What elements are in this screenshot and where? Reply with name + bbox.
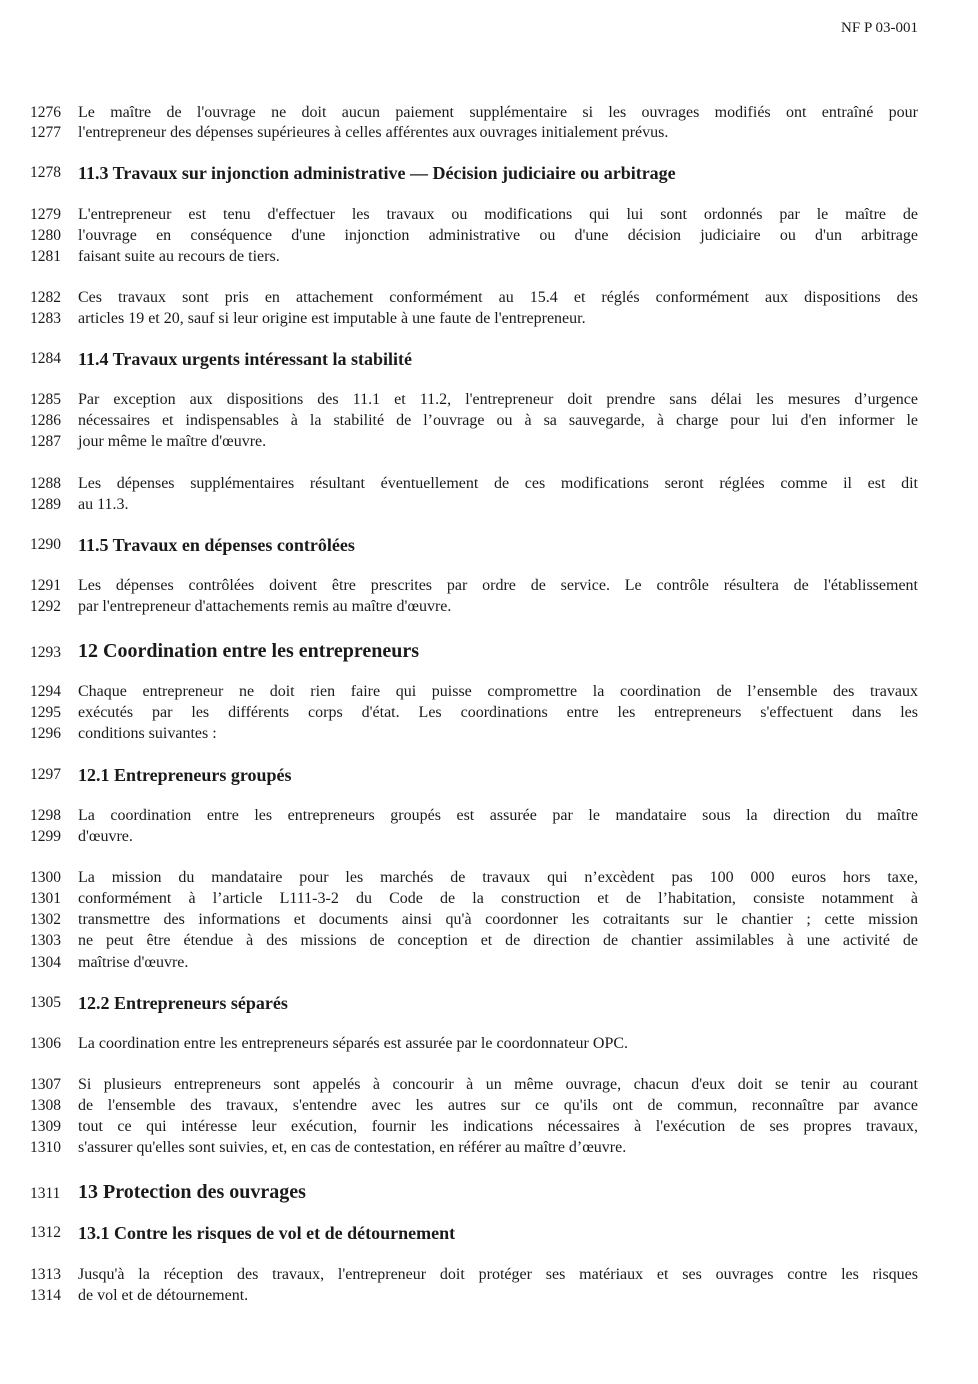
text-line [30, 702, 918, 724]
line-number: 1290 [30, 536, 61, 553]
line-text: transmettre des informations et documents ainsi qu'à coordonner les cotraitants sur le chantier ; cette mission [78, 911, 918, 928]
line-text: Si plusieurs entrepreneurs sont appelés à concourir à un même ouvrage, chacun d'eux doit se tenir au courant [78, 1076, 918, 1093]
line-number: 1304 [30, 954, 61, 971]
heading-text: 11.5 Travaux en dépenses contrôlées [78, 535, 355, 555]
line-number: 1283 [30, 310, 61, 327]
line-text: jour même le maître d'œuvre. [78, 433, 267, 450]
line-number: 1313 [30, 1266, 61, 1283]
line-text: Jusqu'à la réception des travaux, l'entrepreneur doit protéger ses matériaux et ses ouvrages contre les risques [78, 1266, 918, 1283]
line-text: faisant suite au recours de tiers. [78, 248, 280, 265]
line-number: 1296 [30, 725, 61, 742]
line-text: La coordination entre les entrepreneurs groupés est assurée par le mandataire sous la direction du maître [78, 807, 918, 824]
line-number: 1301 [30, 890, 61, 907]
text-line [30, 431, 918, 453]
line-text: au 11.3. [78, 496, 129, 513]
line-number: 1291 [30, 577, 61, 594]
text-line [30, 246, 918, 268]
heading-text: 12.2 Entrepreneurs séparés [78, 993, 288, 1013]
line-number: 1281 [30, 248, 61, 265]
heading-text: 11.4 Travaux urgents intéressant la stabilité [78, 349, 413, 369]
line-text: ne peut être étendue à des missions de conception et de direction de chantier assimilables à une activité de [78, 932, 918, 949]
section-heading [30, 1181, 918, 1203]
text-line [30, 596, 918, 618]
line-number: 1306 [30, 1035, 61, 1052]
line-text: Chaque entrepreneur ne doit rien faire qui puisse compromettre la coordination de l’ensemble des travaux [78, 683, 918, 700]
line-text: de l'ensemble des travaux, s'entendre avec les autres sur ce qu'ils ont de commun, reconnaître par avance [78, 1097, 918, 1114]
text-line [30, 1074, 918, 1096]
line-number: 1299 [30, 828, 61, 845]
line-text: La coordination entre les entrepreneurs séparés est assurée par le coordonnateur OPC. [78, 1035, 629, 1052]
line-number: 1293 [30, 644, 61, 661]
line-text: articles 19 et 20, sauf si leur origine est imputable à une faute de l'entrepreneur. [78, 310, 586, 327]
line-number: 1310 [30, 1139, 61, 1156]
text-line [30, 308, 918, 330]
line-text: nécessaires et indispensables à la stabilité de l’ouvrage ou à sa sauvegarde, à charge pour lui d'en informer le [78, 412, 918, 429]
text-line [30, 1116, 918, 1138]
heading-text: 12 Coordination entre les entrepreneurs [78, 640, 420, 662]
line-number: 1307 [30, 1076, 61, 1093]
section-heading [30, 992, 918, 1014]
line-text: La mission du mandataire pour les marchés de travaux qui n’excèdent pas 100 000 euros hors taxe, [78, 869, 918, 886]
line-number: 1288 [30, 475, 61, 492]
line-number: 1276 [30, 104, 61, 121]
line-number: 1311 [30, 1185, 61, 1202]
line-number: 1314 [30, 1287, 61, 1304]
line-text: Par exception aux dispositions des 11.1 et 11.2, l'entrepreneur doit prendre sans délai les mesures d’urgence [78, 391, 918, 408]
line-number: 1305 [30, 994, 61, 1011]
line-text: l'ouvrage en conséquence d'une injonction administrative ou d'une décision judiciaire ou d'un arbitrage [78, 227, 918, 244]
text-line [30, 930, 918, 952]
text-line [30, 1095, 918, 1117]
text-line [30, 1033, 918, 1055]
heading-text: 12.1 Entrepreneurs groupés [78, 765, 292, 785]
text-line [30, 494, 918, 516]
text-line [30, 723, 918, 745]
line-text: tout ce qui intéresse leur exécution, fournir les indications nécessaires à l'exécution de ses propres travaux, [78, 1118, 918, 1135]
text-line [30, 473, 918, 495]
section-heading [30, 348, 918, 370]
line-number: 1312 [30, 1224, 61, 1241]
line-number: 1309 [30, 1118, 61, 1135]
text-line [30, 410, 918, 432]
text-line [30, 952, 918, 974]
line-text: Ces travaux sont pris en attachement conformément au 15.4 et réglés conformément aux dispositions des [78, 289, 918, 306]
line-number: 1278 [30, 164, 61, 181]
line-text: Le maître de l'ouvrage ne doit aucun paiement supplémentaire si les ouvrages modifiés ont entraîné pour [78, 104, 918, 121]
text-line [30, 867, 918, 889]
line-number: 1308 [30, 1097, 61, 1114]
text-line [30, 389, 918, 411]
line-number: 1294 [30, 683, 61, 700]
line-number: 1302 [30, 911, 61, 928]
line-number: 1300 [30, 869, 61, 886]
text-line [30, 287, 918, 309]
line-number: 1280 [30, 227, 61, 244]
heading-text: 13 Protection des ouvrages [78, 1181, 306, 1203]
line-text: de vol et de détournement. [78, 1287, 249, 1304]
line-number: 1297 [30, 766, 61, 783]
line-number: 1277 [30, 124, 61, 141]
heading-text: 11.3 Travaux sur injonction administrative — Décision judiciaire ou arbitrage [78, 163, 676, 183]
line-text: Les dépenses supplémentaires résultant éventuellement de ces modifications seront réglées comme il est dit [78, 475, 918, 492]
line-number: 1282 [30, 289, 61, 306]
text-line [30, 1285, 918, 1307]
heading-text: 13.1 Contre les risques de vol et de détournement [78, 1223, 456, 1243]
line-text: L'entrepreneur est tenu d'effectuer les travaux ou modifications qui lui sont ordonnés par le maître de [78, 206, 918, 223]
text-line [30, 575, 918, 597]
section-heading [30, 162, 918, 184]
text-line [30, 204, 918, 226]
line-text: conformément à l’article L111-3-2 du Code de la construction et de l’habitation, consiste notamment à [78, 890, 918, 907]
document-reference: NF P 03-001 [841, 20, 918, 36]
line-number: 1287 [30, 433, 61, 450]
text-line [30, 805, 918, 827]
line-number: 1286 [30, 412, 61, 429]
line-number: 1279 [30, 206, 61, 223]
line-text: s'assurer qu'elles sont suivies, et, en cas de contestation, en référer au maître d’œuvre. [78, 1139, 627, 1156]
section-heading [30, 1222, 918, 1244]
line-text: d'œuvre. [78, 828, 133, 845]
text-line [30, 1137, 918, 1159]
line-number: 1295 [30, 704, 61, 721]
line-number: 1285 [30, 391, 61, 408]
line-number: 1289 [30, 496, 61, 513]
section-heading [30, 764, 918, 786]
text-line [30, 102, 918, 124]
line-text: l'entrepreneur des dépenses supérieures à celles afférentes aux ouvrages initialement prévus. [78, 124, 669, 141]
line-number: 1303 [30, 932, 61, 949]
line-text: conditions suivantes : [78, 725, 217, 742]
line-number: 1298 [30, 807, 61, 824]
text-line [30, 1264, 918, 1286]
text-line [30, 888, 918, 910]
section-heading [30, 534, 918, 556]
text-line [30, 681, 918, 703]
text-line [30, 122, 918, 144]
section-heading [30, 640, 918, 662]
line-number: 1292 [30, 598, 61, 615]
line-text: exécutés par les différents corps d'état. Les coordinations entre les entrepreneurs s'effectuent dans les [78, 704, 918, 721]
line-text: Les dépenses contrôlées doivent être prescrites par ordre de service. Le contrôle résultera de l'établissement [78, 577, 918, 594]
line-text: par l'entrepreneur d'attachements remis au maître d'œuvre. [78, 598, 452, 615]
text-line [30, 826, 918, 848]
text-line [30, 909, 918, 931]
line-number: 1284 [30, 350, 61, 367]
text-line [30, 225, 918, 247]
line-text: maîtrise d'œuvre. [78, 954, 189, 971]
